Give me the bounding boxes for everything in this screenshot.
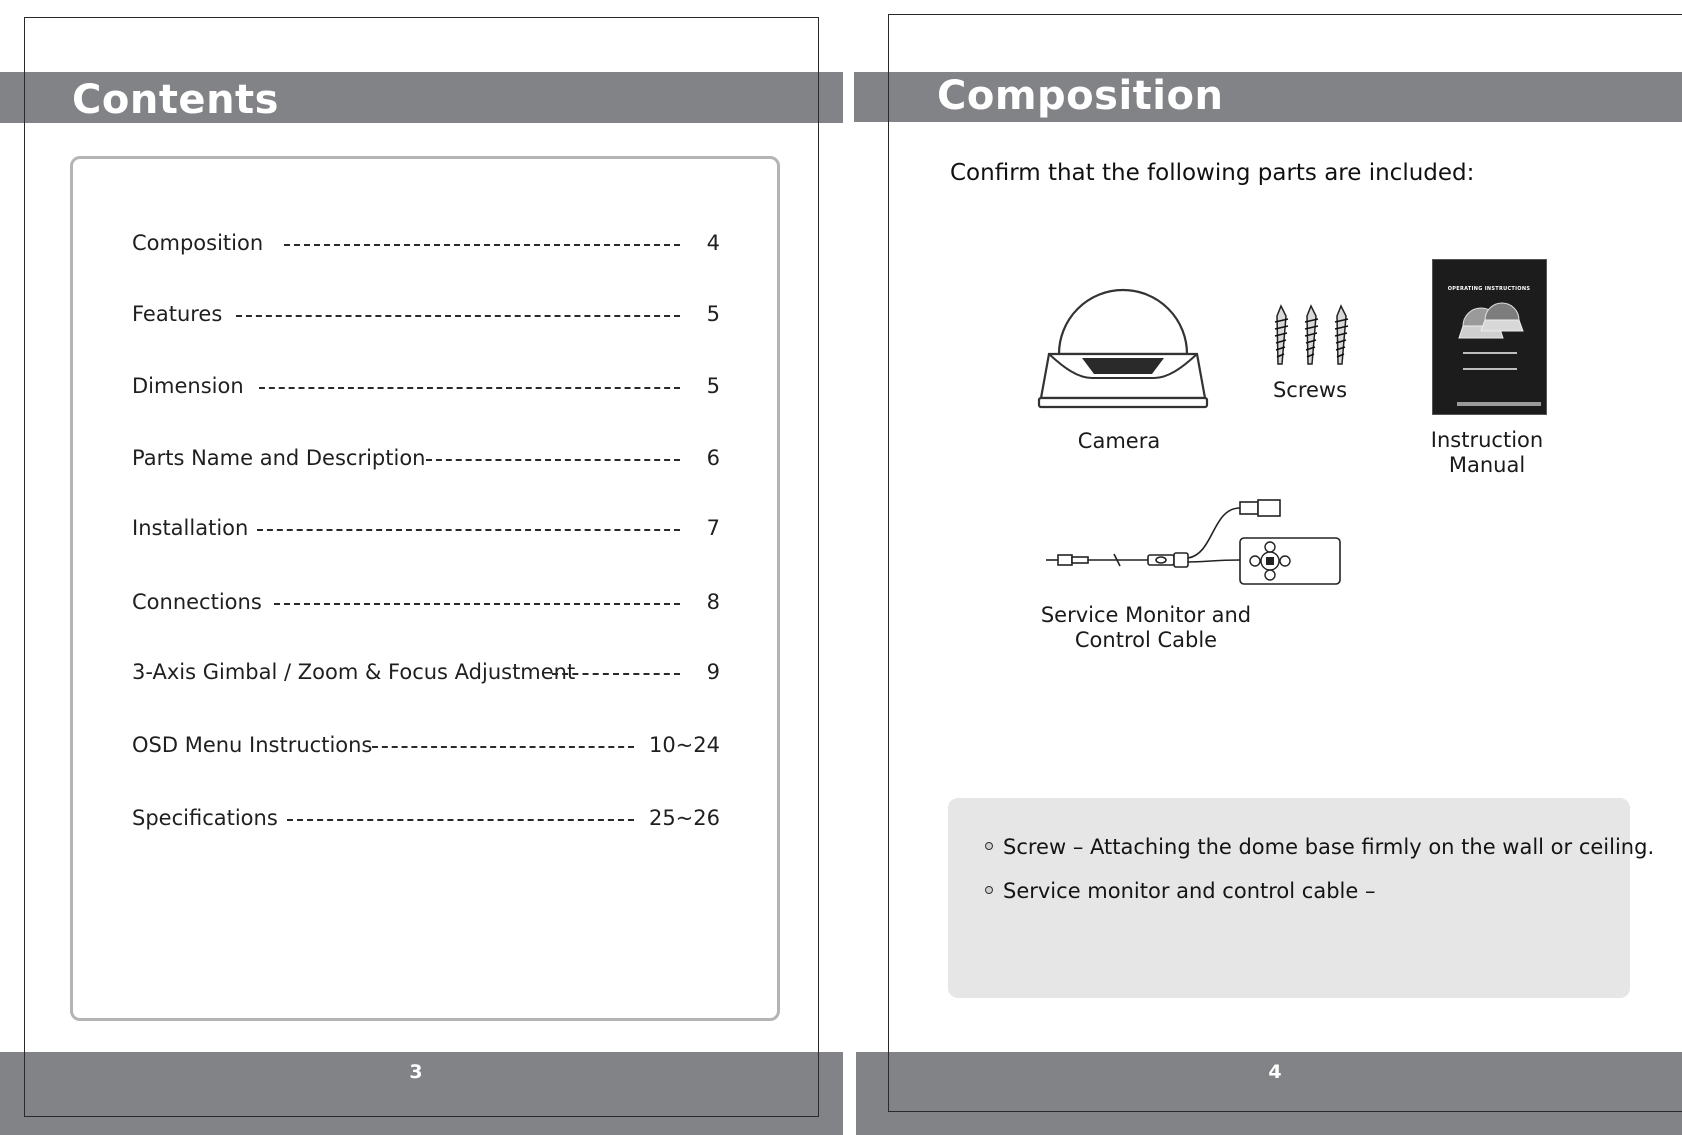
- manual-cover-title: OPERATING INSTRUCTIONS: [1447, 286, 1531, 292]
- toc-page: 4: [706, 231, 720, 255]
- toc-page: 9: [706, 660, 720, 684]
- toc-page: 6: [706, 446, 720, 470]
- toc-leader: [257, 529, 680, 531]
- toc-entry-specifications[interactable]: [132, 803, 720, 833]
- toc-label: Specifications: [132, 806, 278, 830]
- camera-label: Camera: [1077, 429, 1161, 453]
- screws-label: Screws: [1272, 378, 1348, 402]
- toc-page: 5: [706, 374, 720, 398]
- right-page-number: 4: [1268, 1061, 1282, 1083]
- toc-label: 3-Axis Gimbal / Zoom & Focus Adjustment: [132, 660, 576, 684]
- screws-icon: [1268, 304, 1358, 368]
- toc-label: Parts Name and Description: [132, 446, 426, 470]
- note-screw: Screw – Attaching the dome base firmly on the wall or ceiling.: [1003, 835, 1655, 859]
- note-service-cable: Service monitor and control cable –: [1003, 879, 1376, 903]
- bullet-icon: [985, 886, 993, 894]
- toc-leader: [287, 819, 634, 821]
- toc-leader: [426, 459, 680, 461]
- toc-leader: [236, 315, 680, 317]
- manual-label-line2: Manual: [1448, 453, 1526, 477]
- toc-label: Dimension: [132, 374, 244, 398]
- control-cable-icon: [1044, 498, 1344, 590]
- toc-leader: [284, 244, 680, 246]
- toc-entry-features[interactable]: [132, 299, 720, 329]
- toc-entry-gimbal[interactable]: [132, 657, 720, 687]
- toc-entry-composition[interactable]: [132, 228, 720, 258]
- toc-label: OSD Menu Instructions: [132, 733, 373, 757]
- manual-cover-footer: [1457, 402, 1541, 406]
- toc-page: 7: [706, 516, 720, 540]
- toc-page: 5: [706, 302, 720, 326]
- toc-entry-dimension[interactable]: [132, 371, 720, 401]
- contents-title: Contents: [72, 77, 279, 123]
- manual-label-line1: Instruction: [1430, 428, 1544, 452]
- toc-label: Installation: [132, 516, 249, 540]
- toc-leader: [552, 673, 680, 675]
- toc-entry-connections[interactable]: [132, 587, 720, 617]
- toc-entry-installation[interactable]: [132, 513, 720, 543]
- bullet-icon: [985, 842, 993, 850]
- cable-label-line2: Control Cable: [1074, 628, 1218, 652]
- toc-entry-parts-name[interactable]: [132, 443, 720, 473]
- toc-page: 8: [706, 590, 720, 614]
- toc-leader: [372, 746, 634, 748]
- toc-label: Features: [132, 302, 223, 326]
- manual-cover-lines: [1463, 352, 1517, 370]
- toc-label: Connections: [132, 590, 262, 614]
- composition-title: Composition: [937, 73, 1224, 119]
- toc-page: 25~26: [648, 806, 720, 830]
- toc-leader: [274, 603, 680, 605]
- instruction-manual-icon: [1432, 259, 1547, 415]
- toc-entry-osd-menu[interactable]: [132, 730, 720, 760]
- toc-leader: [259, 387, 680, 389]
- manual-dome-camera-icon: [1457, 298, 1525, 342]
- dome-camera-icon: [1036, 274, 1210, 418]
- left-page-number: 3: [409, 1061, 423, 1083]
- toc-page: 10~24: [648, 733, 720, 757]
- intro-text: Confirm that the following parts are included:: [950, 160, 1475, 186]
- toc-label: Composition: [132, 231, 264, 255]
- cable-label-line1: Service Monitor and: [1040, 603, 1252, 627]
